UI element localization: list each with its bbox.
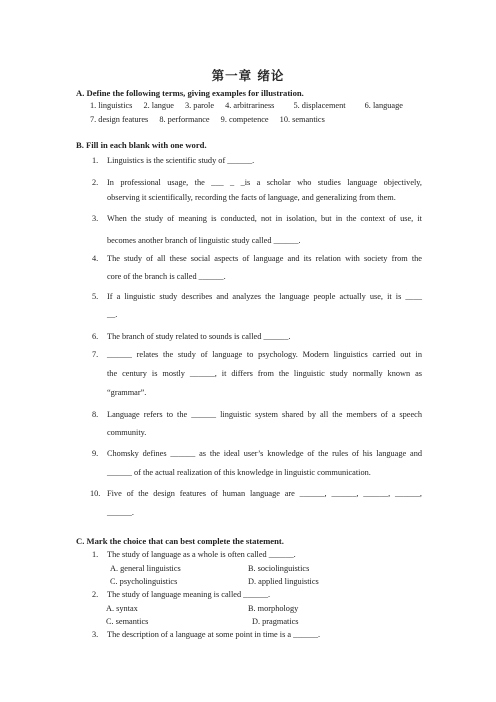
term-item: 9. competence	[220, 115, 269, 124]
term-item: 2. langue	[143, 101, 174, 110]
question-number: 5.	[92, 292, 99, 301]
question-number: 3.	[92, 214, 99, 223]
question-number: 4.	[92, 254, 99, 263]
question-number: 10.	[90, 489, 101, 498]
term-item: 3. parole	[185, 101, 215, 110]
question-text: Five of the design features of human language are ______, ______, ______, ______,	[107, 489, 422, 498]
section-b-heading: B. Fill in each blank with one word.	[76, 140, 207, 150]
question-text: ______.	[107, 508, 134, 517]
question-text: ______ relates the study of language to psychology. Modern linguistics carried out in	[107, 350, 422, 359]
term-list-row-1	[90, 101, 412, 110]
section-c-heading: C. Mark the choice that can best complete the statement.	[76, 536, 284, 546]
question-number: 9.	[92, 449, 99, 458]
question-text: The description of a language at some point in time is a ______.	[107, 630, 321, 639]
question-text: community.	[107, 428, 147, 437]
question-text: The study of all these social aspects of language and its relation with society from the	[107, 254, 422, 263]
chapter-title: 第一章 绪论	[211, 68, 285, 83]
term-item: 4. arbitrariness	[225, 101, 275, 110]
question-text: Chomsky defines ______ as the ideal user’s knowledge of the rules of his language and	[107, 449, 422, 458]
question-number: 1.	[92, 156, 99, 165]
question-text: __.	[107, 310, 118, 319]
question-text: The study of language as a whole is often called ______.	[107, 550, 296, 559]
question-number: 8.	[92, 410, 99, 419]
question-text: “grammar”.	[107, 388, 147, 397]
choice-b: B. morphology	[248, 604, 299, 613]
question-number: 2.	[92, 178, 99, 187]
question-text: If a linguistic study describes and analyzes the language people actually use, it is ____	[107, 292, 422, 301]
choice-a: A. syntax	[106, 604, 138, 613]
question-number: 6.	[92, 332, 99, 341]
term-item: 7. design features	[90, 115, 149, 124]
question-text: The branch of study related to sounds is called ______.	[107, 332, 291, 341]
question-text: The study of language meaning is called ______.	[107, 590, 271, 599]
question-number: 2.	[92, 590, 99, 599]
term-item: 6. language	[364, 101, 403, 110]
term-list-row-2	[90, 115, 334, 124]
question-number: 3.	[92, 630, 99, 639]
question-number: 7.	[92, 350, 99, 359]
term-item: 1. linguistics	[90, 101, 133, 110]
section-a-heading: A. Define the following terms, giving examples for illustration.	[76, 88, 304, 98]
choice-d: D. pragmatics	[252, 617, 299, 626]
question-text: core of the branch is called ______.	[107, 272, 226, 281]
term-item: 10. semantics	[279, 115, 325, 124]
question-text: observing it scientifically, recording the facts of language, and generalizing from them.	[107, 193, 396, 202]
choice-b: B. sociolinguistics	[248, 564, 310, 573]
question-text: the century is mostly ______, it differs from the linguistic study normally known as	[107, 369, 422, 378]
question-text: When the study of meaning is conducted, not in isolation, but in the context of use, it	[107, 214, 422, 223]
choice-c: C. psycholinguistics	[110, 577, 178, 586]
question-text: becomes another branch of linguistic study called ______.	[107, 236, 301, 245]
choice-d: D. applied linguistics	[248, 577, 319, 586]
term-item: 5. displacement	[293, 101, 346, 110]
choice-a: A. general linguistics	[110, 564, 181, 573]
question-text: In professional usage, the ___ _ _is a scholar who studies language objectively,	[107, 178, 422, 187]
term-item: 8. performance	[159, 115, 210, 124]
question-text: ______ of the actual realization of this knowledge in linguistic communication.	[107, 468, 371, 477]
choice-c: C. semantics	[106, 617, 149, 626]
question-text: Language refers to the ______ linguistic system shared by all the members of a speech	[107, 410, 422, 419]
question-number: 1.	[92, 550, 99, 559]
question-text: Linguistics is the scientific study of ______.	[107, 156, 255, 165]
